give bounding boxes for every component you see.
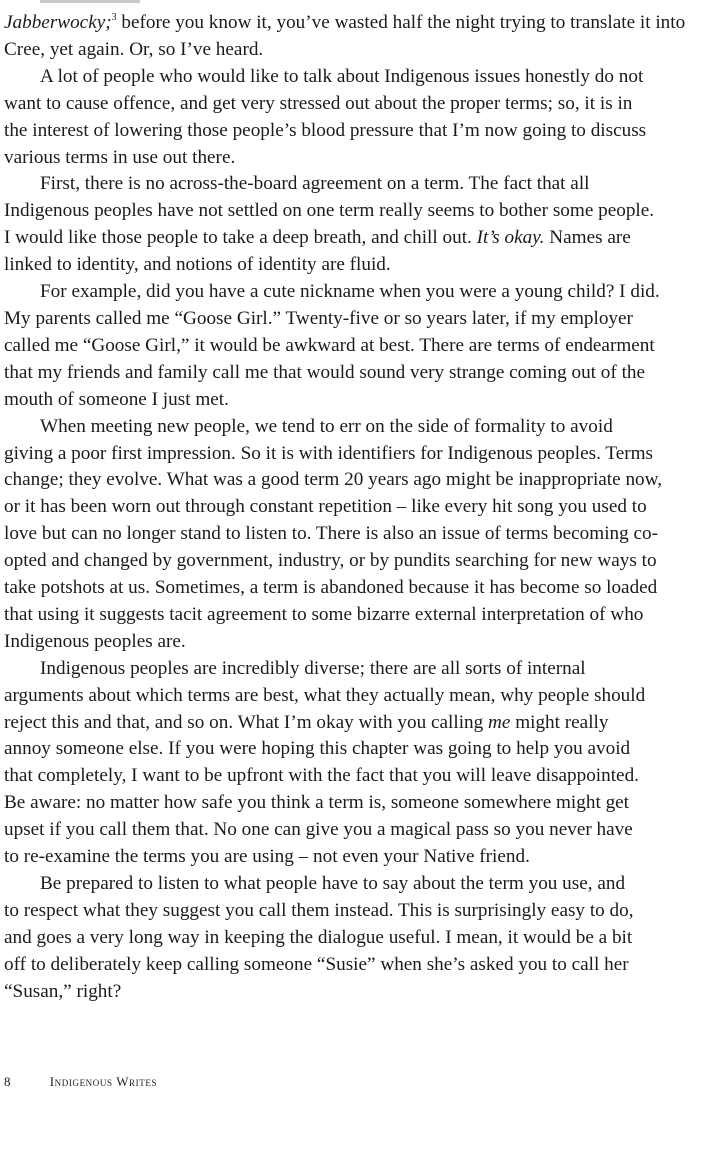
- text-line: [4, 871, 720, 898]
- text-run: reject this and that, and so on. What I’m okay with you calling: [4, 711, 489, 733]
- text-line: [4, 979, 720, 1006]
- text-line: [4, 145, 720, 172]
- text-line: [4, 306, 720, 333]
- text-run: First, there is no across-the-board agreement on a term. The fact that all: [40, 173, 590, 195]
- text-run: Indigenous peoples are incredibly diverse; there are all sorts of internal: [40, 657, 586, 679]
- page-footer: [4, 1074, 157, 1090]
- paragraph: [4, 871, 720, 1006]
- text-line: [4, 414, 720, 441]
- footnote-ref: 3: [111, 12, 117, 23]
- running-head: Indigenous Writes: [49, 1074, 158, 1089]
- text-run: or it has been worn out through constant repetition – like every hit song you used to: [4, 496, 647, 518]
- text-run: want to cause offence, and get very stressed out about the proper terms; so, it is in: [4, 92, 633, 114]
- text-run: various terms in use out there.: [4, 146, 236, 168]
- text-run: Names are: [544, 227, 631, 249]
- text-line: [4, 467, 720, 494]
- text-line: [4, 575, 720, 602]
- paragraph: [4, 279, 720, 414]
- text-run: opted and changed by government, industry, or by pundits searching for new ways to: [4, 550, 657, 572]
- italic-text: me: [488, 711, 511, 733]
- text-line: [4, 817, 720, 844]
- text-run: the interest of lowering those people’s blood pressure that I’m now going to discuss: [4, 119, 647, 141]
- text-line: [4, 736, 720, 763]
- text-run: giving a poor first impression. So it is with identifiers for Indigenous peoples. Terms: [4, 442, 654, 464]
- text-run: My parents called me “Goose Girl.” Twenty-five or so years later, if my employer: [4, 307, 633, 329]
- text-run: that using it suggests tacit agreement to some bizarre external interpretation of who: [4, 603, 644, 625]
- text-line: [4, 360, 720, 387]
- text-run: For example, did you have a cute nickname when you were a young child? I did.: [40, 281, 660, 303]
- text-line: [4, 118, 720, 145]
- text-line: [4, 925, 720, 952]
- text-run: that completely, I want to be upfront with the fact that you will leave disappointed.: [4, 765, 639, 787]
- text-run: take potshots at us. Sometimes, a term is abandoned because it has become so loaded: [4, 577, 658, 599]
- text-run: upset if you call them that. No one can give you a magical pass so you never have: [4, 819, 633, 841]
- text-line: [4, 898, 720, 925]
- text-run: “Susan,” right?: [4, 980, 122, 1002]
- text-run: to respect what they suggest you call them instead. This is surprisingly easy to do,: [4, 899, 634, 921]
- text-line: [4, 10, 720, 37]
- text-line: [4, 441, 720, 468]
- text-run: Be aware: no matter how safe you think a term is, someone somewhere might get: [4, 792, 630, 814]
- paragraph: [4, 10, 720, 64]
- page-number: 8: [4, 1074, 11, 1089]
- italic-text: It’s okay.: [476, 227, 545, 249]
- text-line: [4, 225, 720, 252]
- text-line: [4, 952, 720, 979]
- text-line: [4, 763, 720, 790]
- text-line: [4, 37, 720, 64]
- text-line: [4, 656, 720, 683]
- text-line: [4, 629, 720, 656]
- italic-text: Jabberwocky;: [4, 12, 112, 33]
- text-line: [4, 521, 720, 548]
- text-run: change; they evolve. What was a good term 20 years ago might be inappropriate now,: [4, 469, 663, 491]
- text-line: [4, 494, 720, 521]
- text-line: [4, 333, 720, 360]
- text-run: might really: [510, 711, 609, 733]
- text-line: [4, 790, 720, 817]
- top-rule: [40, 0, 140, 3]
- paragraph: [4, 414, 720, 656]
- text-run: A lot of people who would like to talk about Indigenous issues honestly do not: [40, 65, 644, 87]
- text-run: love but can no longer stand to listen to. There is also an issue of terms becoming co-: [4, 523, 659, 545]
- text-line: [4, 844, 720, 871]
- text-run: and goes a very long way in keeping the dialogue useful. I mean, it would be a bit: [4, 926, 633, 948]
- text-line: [4, 387, 720, 414]
- paragraph: [4, 656, 720, 871]
- text-line: [4, 279, 720, 306]
- text-line: [4, 171, 720, 198]
- text-run: Cree, yet again. Or, so I’ve heard.: [4, 38, 264, 60]
- text-line: [4, 252, 720, 279]
- paragraph: [4, 171, 720, 279]
- text-run: that my friends and family call me that would sound very strange coming out of the: [4, 361, 646, 383]
- text-line: [4, 710, 720, 737]
- text-line: [4, 548, 720, 575]
- text-run: Be prepared to listen to what people have to say about the term you use, and: [40, 873, 626, 894]
- text-run: before you know it, you’ve wasted half the night trying to translate it into: [116, 12, 686, 33]
- text-line: [4, 683, 720, 710]
- text-run: Indigenous peoples have not settled on one term really seems to bother some people.: [4, 200, 655, 222]
- text-run: called me “Goose Girl,” it would be awkward at best. There are terms of endearment: [4, 334, 655, 356]
- text-run: mouth of someone I just met.: [4, 388, 229, 410]
- text-line: [4, 602, 720, 629]
- text-run: Indigenous peoples are.: [4, 630, 186, 652]
- text-run: linked to identity, and notions of identity are fluid.: [4, 254, 391, 276]
- text-line: [4, 64, 720, 91]
- text-run: to re-examine the terms you are using – not even your Native friend.: [4, 846, 530, 868]
- paragraph: [4, 64, 720, 172]
- text-run: I would like those people to take a deep breath, and chill out.: [4, 227, 477, 249]
- body-text: [4, 10, 720, 1006]
- text-run: off to deliberately keep calling someone “Susie” when she’s asked you to call her: [4, 953, 629, 975]
- text-run: arguments about which terms are best, what they actually mean, why people should: [4, 684, 646, 706]
- text-line: [4, 198, 720, 225]
- text-run: When meeting new people, we tend to err on the side of formality to avoid: [40, 415, 613, 437]
- text-line: [4, 91, 720, 118]
- text-run: annoy someone else. If you were hoping this chapter was going to help you avoid: [4, 738, 631, 760]
